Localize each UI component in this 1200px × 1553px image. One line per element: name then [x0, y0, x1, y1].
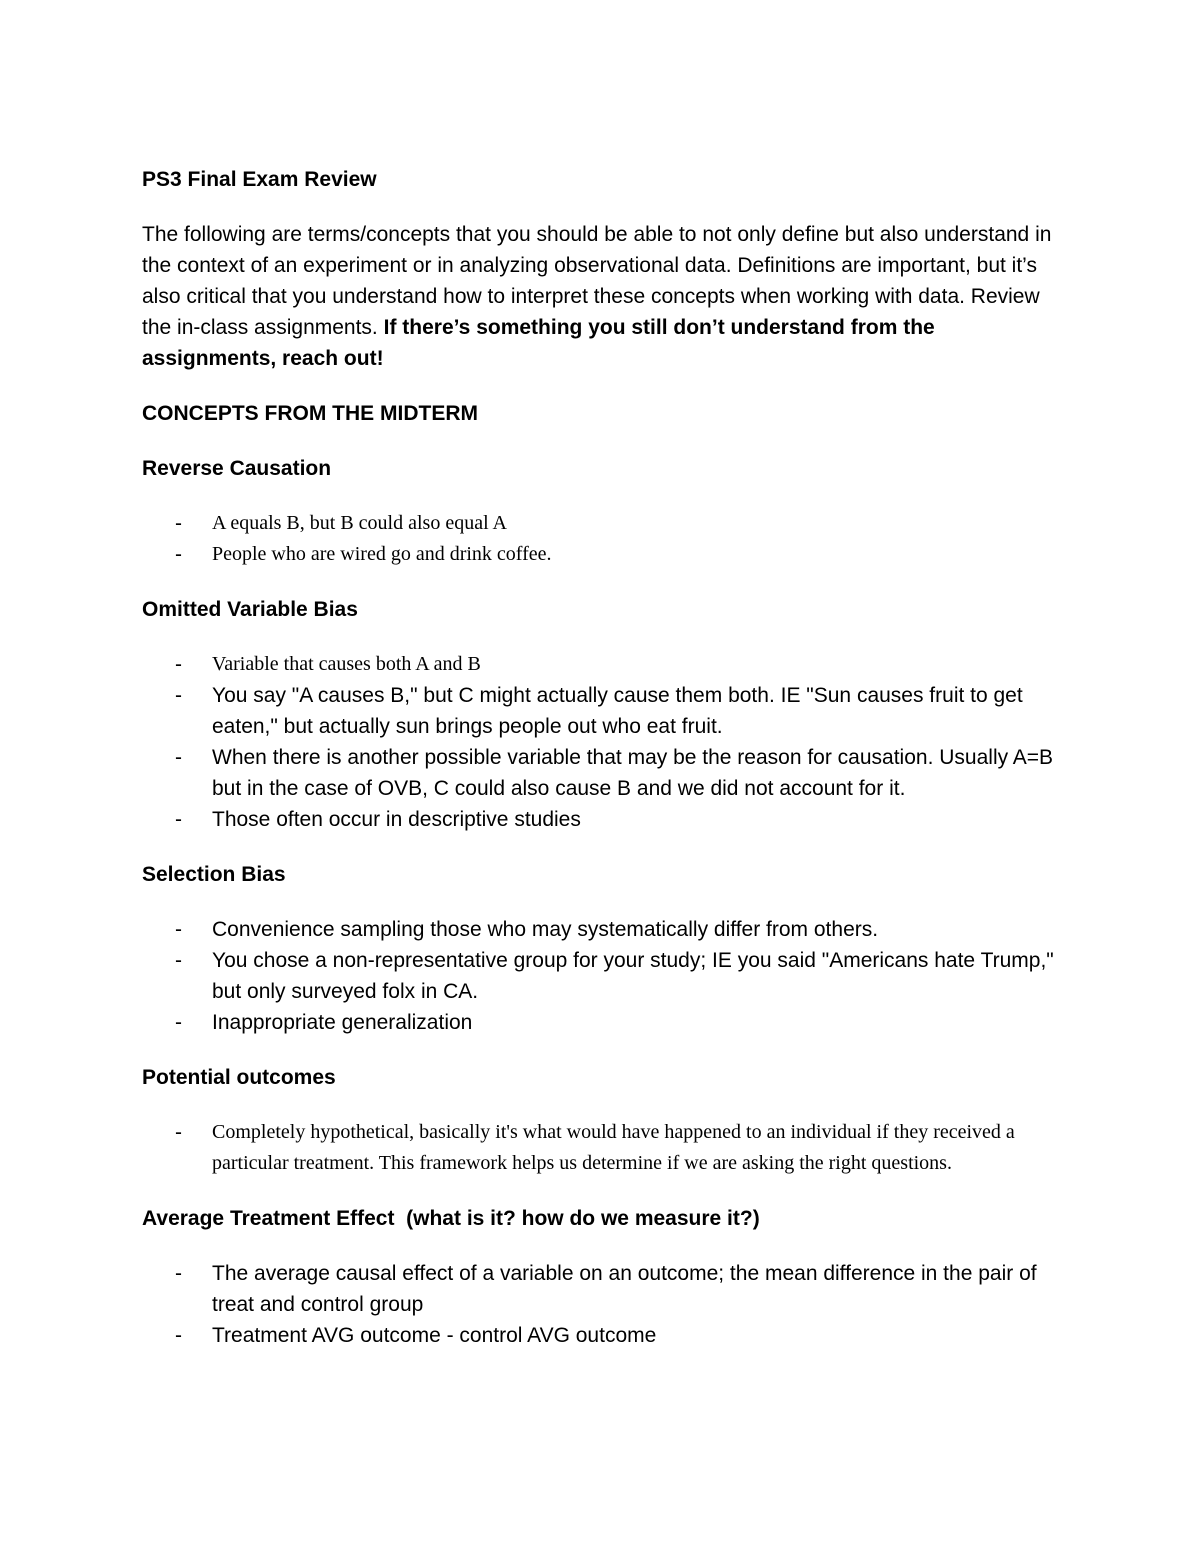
concept-heading: Average Treatment Effect (what is it? how do we measure it?) [142, 1207, 760, 1230]
bullet-item [142, 539, 1072, 570]
bullet-text: Treatment AVG outcome - control AVG outcome [212, 1324, 657, 1347]
bullet-dash: - [175, 1262, 182, 1285]
bullet-dash: - [175, 949, 182, 972]
concept-block-reverse-causation [142, 453, 1072, 570]
bullet-dash: - [175, 1011, 182, 1034]
bullet-list [142, 649, 1072, 835]
intro-paragraph [142, 219, 1072, 374]
bullet-text: Variable that causes both A and B [212, 653, 481, 675]
bullet-dash: - [175, 1121, 182, 1144]
bullet-list [142, 508, 1072, 570]
concept-block-average-treatment-effect [142, 1203, 1072, 1351]
bullet-dash: - [175, 746, 182, 769]
concept-heading: Reverse Causation [142, 457, 332, 480]
bullet-dash: - [175, 918, 182, 941]
bullet-item [142, 1258, 1072, 1320]
document-page [142, 164, 1072, 1351]
concept-heading: Omitted Variable Bias [142, 598, 358, 621]
bullet-text: Inappropriate generalization [212, 1011, 473, 1034]
bullet-dash: - [175, 808, 182, 831]
bullet-item [142, 508, 1072, 539]
concept-block-omitted-variable-bias [142, 594, 1072, 835]
bullet-item [142, 1117, 1072, 1179]
bullet-item [142, 945, 1072, 1007]
bullet-item [142, 680, 1072, 742]
bullet-item [142, 1007, 1072, 1038]
intro-bold-text: If there’s something you still don’t understand from the assignments, reach out! [142, 316, 935, 370]
concept-block-selection-bias [142, 859, 1072, 1038]
bullet-text: A equals B, but B could also equal A [212, 512, 507, 534]
concept-heading: Selection Bias [142, 863, 286, 886]
bullet-dash: - [175, 684, 182, 707]
bullet-dash: - [175, 653, 182, 676]
bullet-text: People who are wired go and drink coffee. [212, 543, 552, 565]
bullet-item [142, 804, 1072, 835]
bullet-text: Those often occur in descriptive studies [212, 808, 581, 831]
bullet-list [142, 1258, 1072, 1351]
bullet-text: Convenience sampling those who may systematically differ from others. [212, 918, 879, 941]
bullet-list [142, 914, 1072, 1038]
bullet-dash: - [175, 1324, 182, 1347]
bullet-text: Completely hypothetical, basically it's what would have happened to an individual if they received a particular treatment. This framework helps us determine if we are asking the right questions. [212, 1121, 1015, 1174]
bullet-item [142, 742, 1072, 804]
bullet-dash: - [175, 543, 182, 566]
bullet-item [142, 914, 1072, 945]
bullet-text: When there is another possible variable that may be the reason for causation. Usually A=B but in the case of OVB, C could also cause B and we did not account for it. [212, 746, 1054, 800]
document-title: PS3 Final Exam Review [142, 168, 377, 191]
bullet-item [142, 1320, 1072, 1351]
intro-text: The following are terms/concepts that you should be able to not only define but also understand in the context of an experiment or in analyzing observational data. Definitions are important, but it’s also critical that you understand how to interpret these concepts when working with data. Review the in-class assignments. [142, 223, 1052, 339]
bullet-text: You say "A causes B," but C might actually cause them both. IE "Sun causes fruit to get eaten," but actually sun brings people out who eat fruit. [212, 684, 1023, 738]
section-heading: CONCEPTS FROM THE MIDTERM [142, 402, 478, 425]
bullet-text: You chose a non-representative group for your study; IE you said "Americans hate Trump," but only surveyed folx in CA. [212, 949, 1054, 1003]
concept-block-potential-outcomes [142, 1062, 1072, 1179]
bullet-text: The average causal effect of a variable on an outcome; the mean difference in the pair of treat and control group [212, 1262, 1037, 1316]
bullet-list [142, 1117, 1072, 1179]
concept-heading: Potential outcomes [142, 1066, 336, 1089]
bullet-dash: - [175, 512, 182, 535]
bullet-item [142, 649, 1072, 680]
